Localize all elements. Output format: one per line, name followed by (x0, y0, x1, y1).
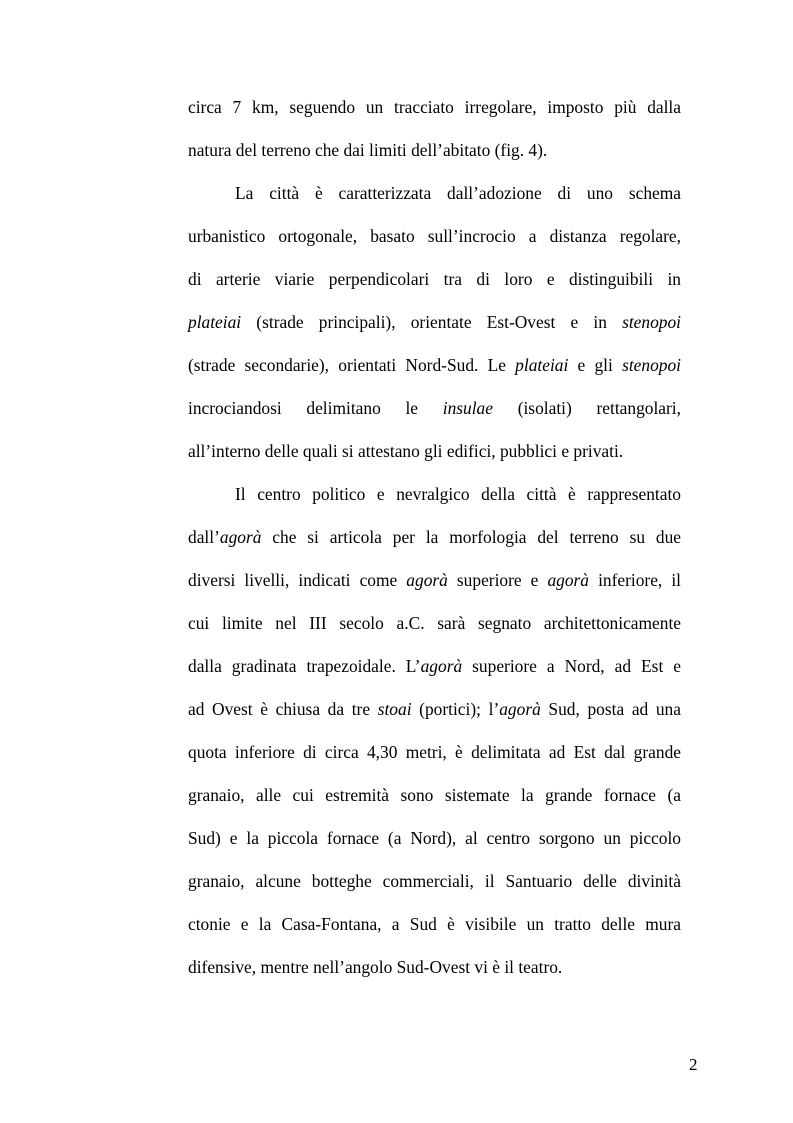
italic-term: stoai (377, 699, 412, 719)
text-span: che si articola per la morfologia del terreno su due (261, 527, 681, 547)
italic-term: agorà (547, 570, 590, 590)
text-span: (strade principali), orientate Est-Ovest e in (241, 312, 623, 332)
text-span: ad Ovest è chiusa da tre (188, 699, 378, 719)
text-span: dalla gradinata trapezoidale. L’ (188, 656, 421, 676)
text-span: incrociandosi delimitano le (188, 398, 443, 418)
text-line: natura del terreno che dai limiti dell’abitato (fig. 4). (188, 140, 548, 160)
text-span: (isolati) rettangolari, (492, 398, 681, 418)
italic-term: insulae (442, 398, 493, 418)
italic-term: stenopoi (622, 355, 682, 375)
text-line: Il centro politico e nevralgico della città è rappresentato (235, 484, 681, 504)
text-span: superiore e (447, 570, 548, 590)
italic-term: agorà (499, 699, 541, 719)
text-line (188, 559, 681, 602)
text-span: Sud, posta ad una (540, 699, 681, 719)
italic-term: plateiai (515, 355, 569, 375)
text-span: (portici); l’ (411, 699, 500, 719)
italic-term: agorà (420, 656, 463, 676)
text-line (188, 645, 681, 688)
paragraph-2 (188, 172, 681, 473)
text-span: (strade secondarie), orientati Nord-Sud. Le (188, 355, 516, 375)
text-span: diversi livelli, indicati come (188, 570, 407, 590)
text-line (188, 344, 681, 387)
text-line (188, 387, 681, 430)
text-line: La città è caratterizzata dall’adozione di uno schema (235, 183, 681, 203)
page-number: 2 (689, 1055, 698, 1074)
text-line: ctonie e la Casa-Fontana, a Sud è visibile un tratto delle mura (188, 914, 681, 934)
text-line: urbanistico ortogonale, basato sull’incrocio a distanza regolare, (188, 226, 681, 246)
text-line: quota inferiore di circa 4,30 metri, è delimitata ad Est dal grande (188, 742, 681, 762)
italic-term: agorà (219, 527, 262, 547)
paragraph-1 (188, 86, 681, 172)
paragraph-3 (188, 473, 681, 989)
text-line: granaio, alcune botteghe commerciali, il Santuario delle divinità (188, 871, 681, 891)
text-span: dall’ (188, 527, 220, 547)
text-line: all’interno delle quali si attestano gli edifici, pubblici e privati. (188, 441, 624, 461)
text-line: di arterie viarie perpendicolari tra di loro e distinguibili in (188, 269, 681, 289)
italic-term: plateiai (188, 312, 242, 332)
document-page (188, 86, 681, 989)
text-line (188, 301, 681, 344)
text-line: Sud) e la piccola fornace (a Nord), al centro sorgono un piccolo (188, 828, 681, 848)
text-line: granaio, alle cui estremità sono sistemate la grande fornace (a (188, 785, 681, 805)
text-span: superiore a Nord, ad Est e (462, 656, 681, 676)
text-span: inferiore, il (589, 570, 682, 590)
text-line: cui limite nel III secolo a.C. sarà segnato architettonicamente (188, 613, 681, 633)
text-span: e gli (568, 355, 623, 375)
text-line: circa 7 km, seguendo un tracciato irregolare, imposto più dalla (188, 97, 681, 117)
text-line (188, 516, 681, 559)
italic-term: agorà (406, 570, 448, 590)
text-line (188, 688, 681, 731)
text-line: difensive, mentre nell’angolo Sud-Ovest vi è il teatro. (188, 957, 563, 977)
italic-term: stenopoi (622, 312, 681, 332)
